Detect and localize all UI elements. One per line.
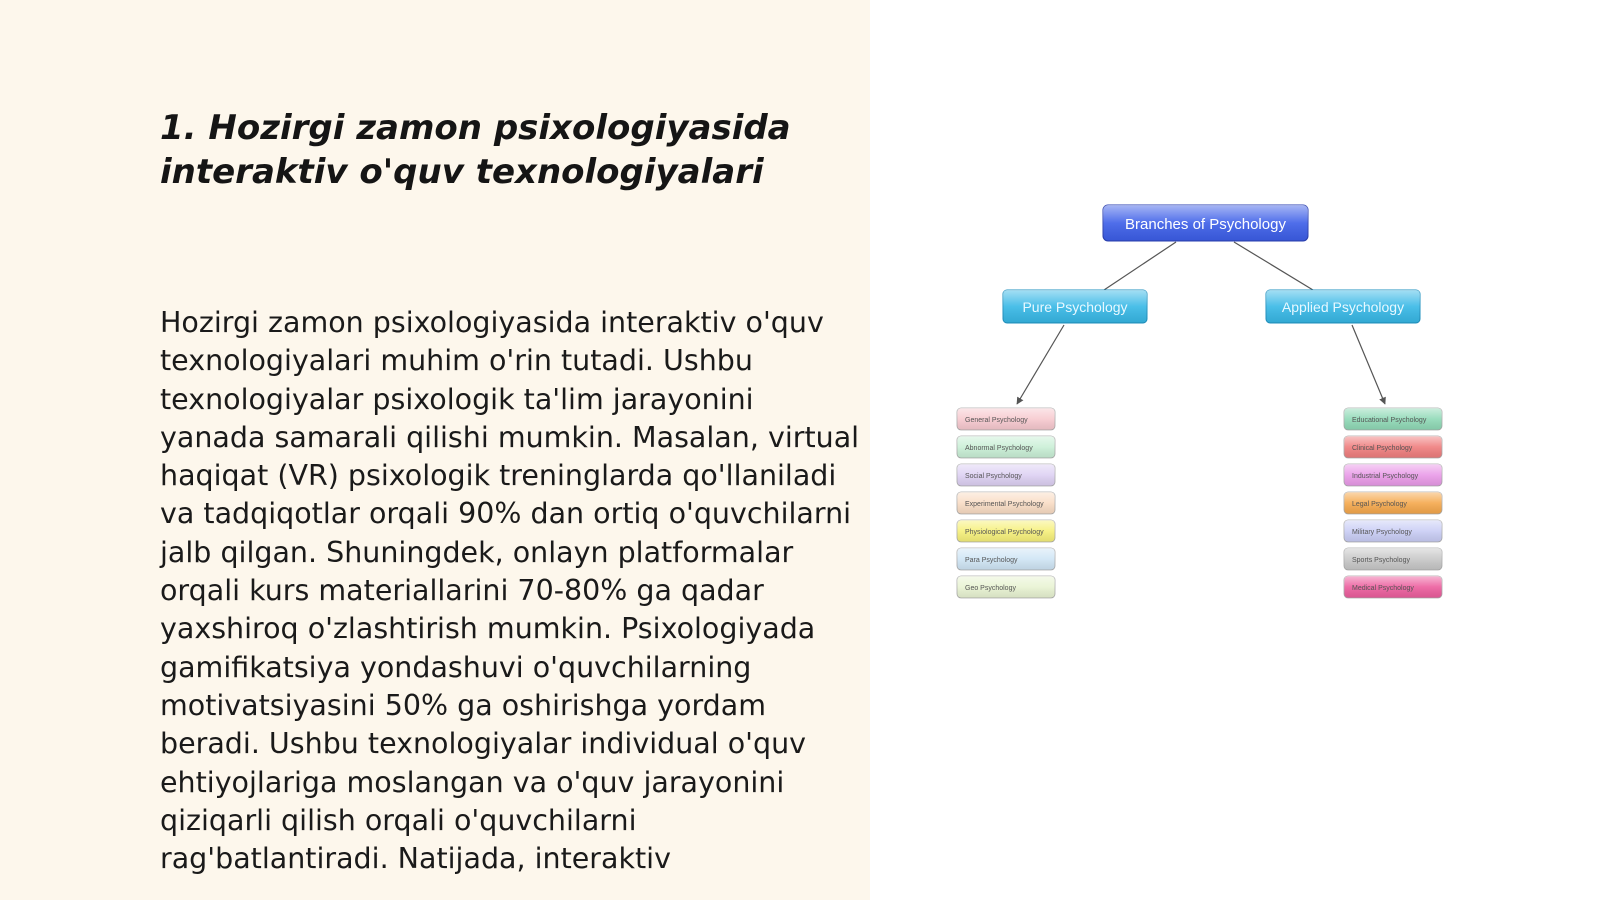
- leaf-label: Geo Psychology: [965, 585, 1016, 592]
- connector-root-right: [1234, 242, 1313, 290]
- leaf-label: Industrial Psychology: [1352, 473, 1419, 480]
- leaf-label: Social Psychology: [965, 473, 1022, 480]
- leaf-node: [1344, 520, 1442, 542]
- leaf-node: [1344, 464, 1442, 486]
- root-node-label: Branches of Psychology: [1125, 216, 1286, 233]
- leaf-node: [1344, 492, 1442, 514]
- leaf-node: [957, 520, 1055, 542]
- branch-node-applied: [1266, 290, 1420, 323]
- leaf-node: [1344, 408, 1442, 430]
- leaf-node: [1344, 548, 1442, 570]
- leaf-node: [957, 576, 1055, 598]
- leaf-label: Military Psychology: [1352, 529, 1412, 536]
- connector-left-leaves: [1017, 325, 1064, 404]
- leaf-node: [957, 408, 1055, 430]
- leaf-label: Medical Psychology: [1352, 585, 1414, 592]
- leaf-label: General Psychology: [965, 417, 1028, 424]
- branch-node-pure: [1003, 290, 1147, 323]
- leaf-list-applied: [1344, 408, 1442, 598]
- leaf-node: [957, 548, 1055, 570]
- leaf-label: Clinical Psychology: [1352, 445, 1413, 452]
- leaf-label: Physiological Psychology: [965, 529, 1044, 536]
- leaf-label: Sports Psychology: [1352, 557, 1410, 564]
- leaf-list-pure: [957, 408, 1055, 598]
- branch-label-pure: Pure Psychology: [1022, 299, 1128, 315]
- branch-label-applied: Applied Psychology: [1281, 299, 1405, 315]
- leaf-label: Para Psychology: [965, 557, 1018, 564]
- leaf-node: [1344, 576, 1442, 598]
- leaf-node: [957, 436, 1055, 458]
- leaf-node: [1344, 436, 1442, 458]
- slide-title: 1. Hozirgi zamon psixologiyasida interaktiv o'quv texnologiyalari: [160, 108, 791, 192]
- slide-body-text: Hozirgi zamon psixologiyasida interaktiv o'quv texnologiyalari muhim o'rin tutadi. Ushbu texnologiyalar psixologik ta'lim jarayonini yanada samarali qilishi mumkin. Masalan, virtual haqiqat (VR) psixologik treninglarda qo'llaniladi va tadqiqotlar orqali 90% dan ortiq o'quvchilarni jalb qilgan. Shuningdek, onlayn platformalar orqali kurs materiallarini 70-80% ga qadar yaxshiroq o'zlashtirish mumkin. Psixologiyada gamifikatsiya yondashuvi o'quvchilarning motivatsiyasini 50% ga oshirishga yordam beradi. Ushbu texnologiyalar individual o'quv ehtiyojlariga moslangan va o'quv jarayonini qiziqarli qilish orqali o'quvchilarni rag'batlantiradi. Natijada, interaktiv: [160, 306, 860, 876]
- leaf-label: Legal Psychology: [1352, 501, 1407, 508]
- leaf-label: Experimental Psychology: [965, 501, 1044, 508]
- connector-right-leaves: [1352, 325, 1385, 404]
- leaf-label: Abnormal Psychology: [965, 445, 1033, 452]
- root-node: [1103, 205, 1308, 241]
- leaf-node: [957, 464, 1055, 486]
- leaf-label: Educational Psychology: [1352, 417, 1427, 424]
- leaf-node: [957, 492, 1055, 514]
- connector-root-left: [1104, 242, 1176, 290]
